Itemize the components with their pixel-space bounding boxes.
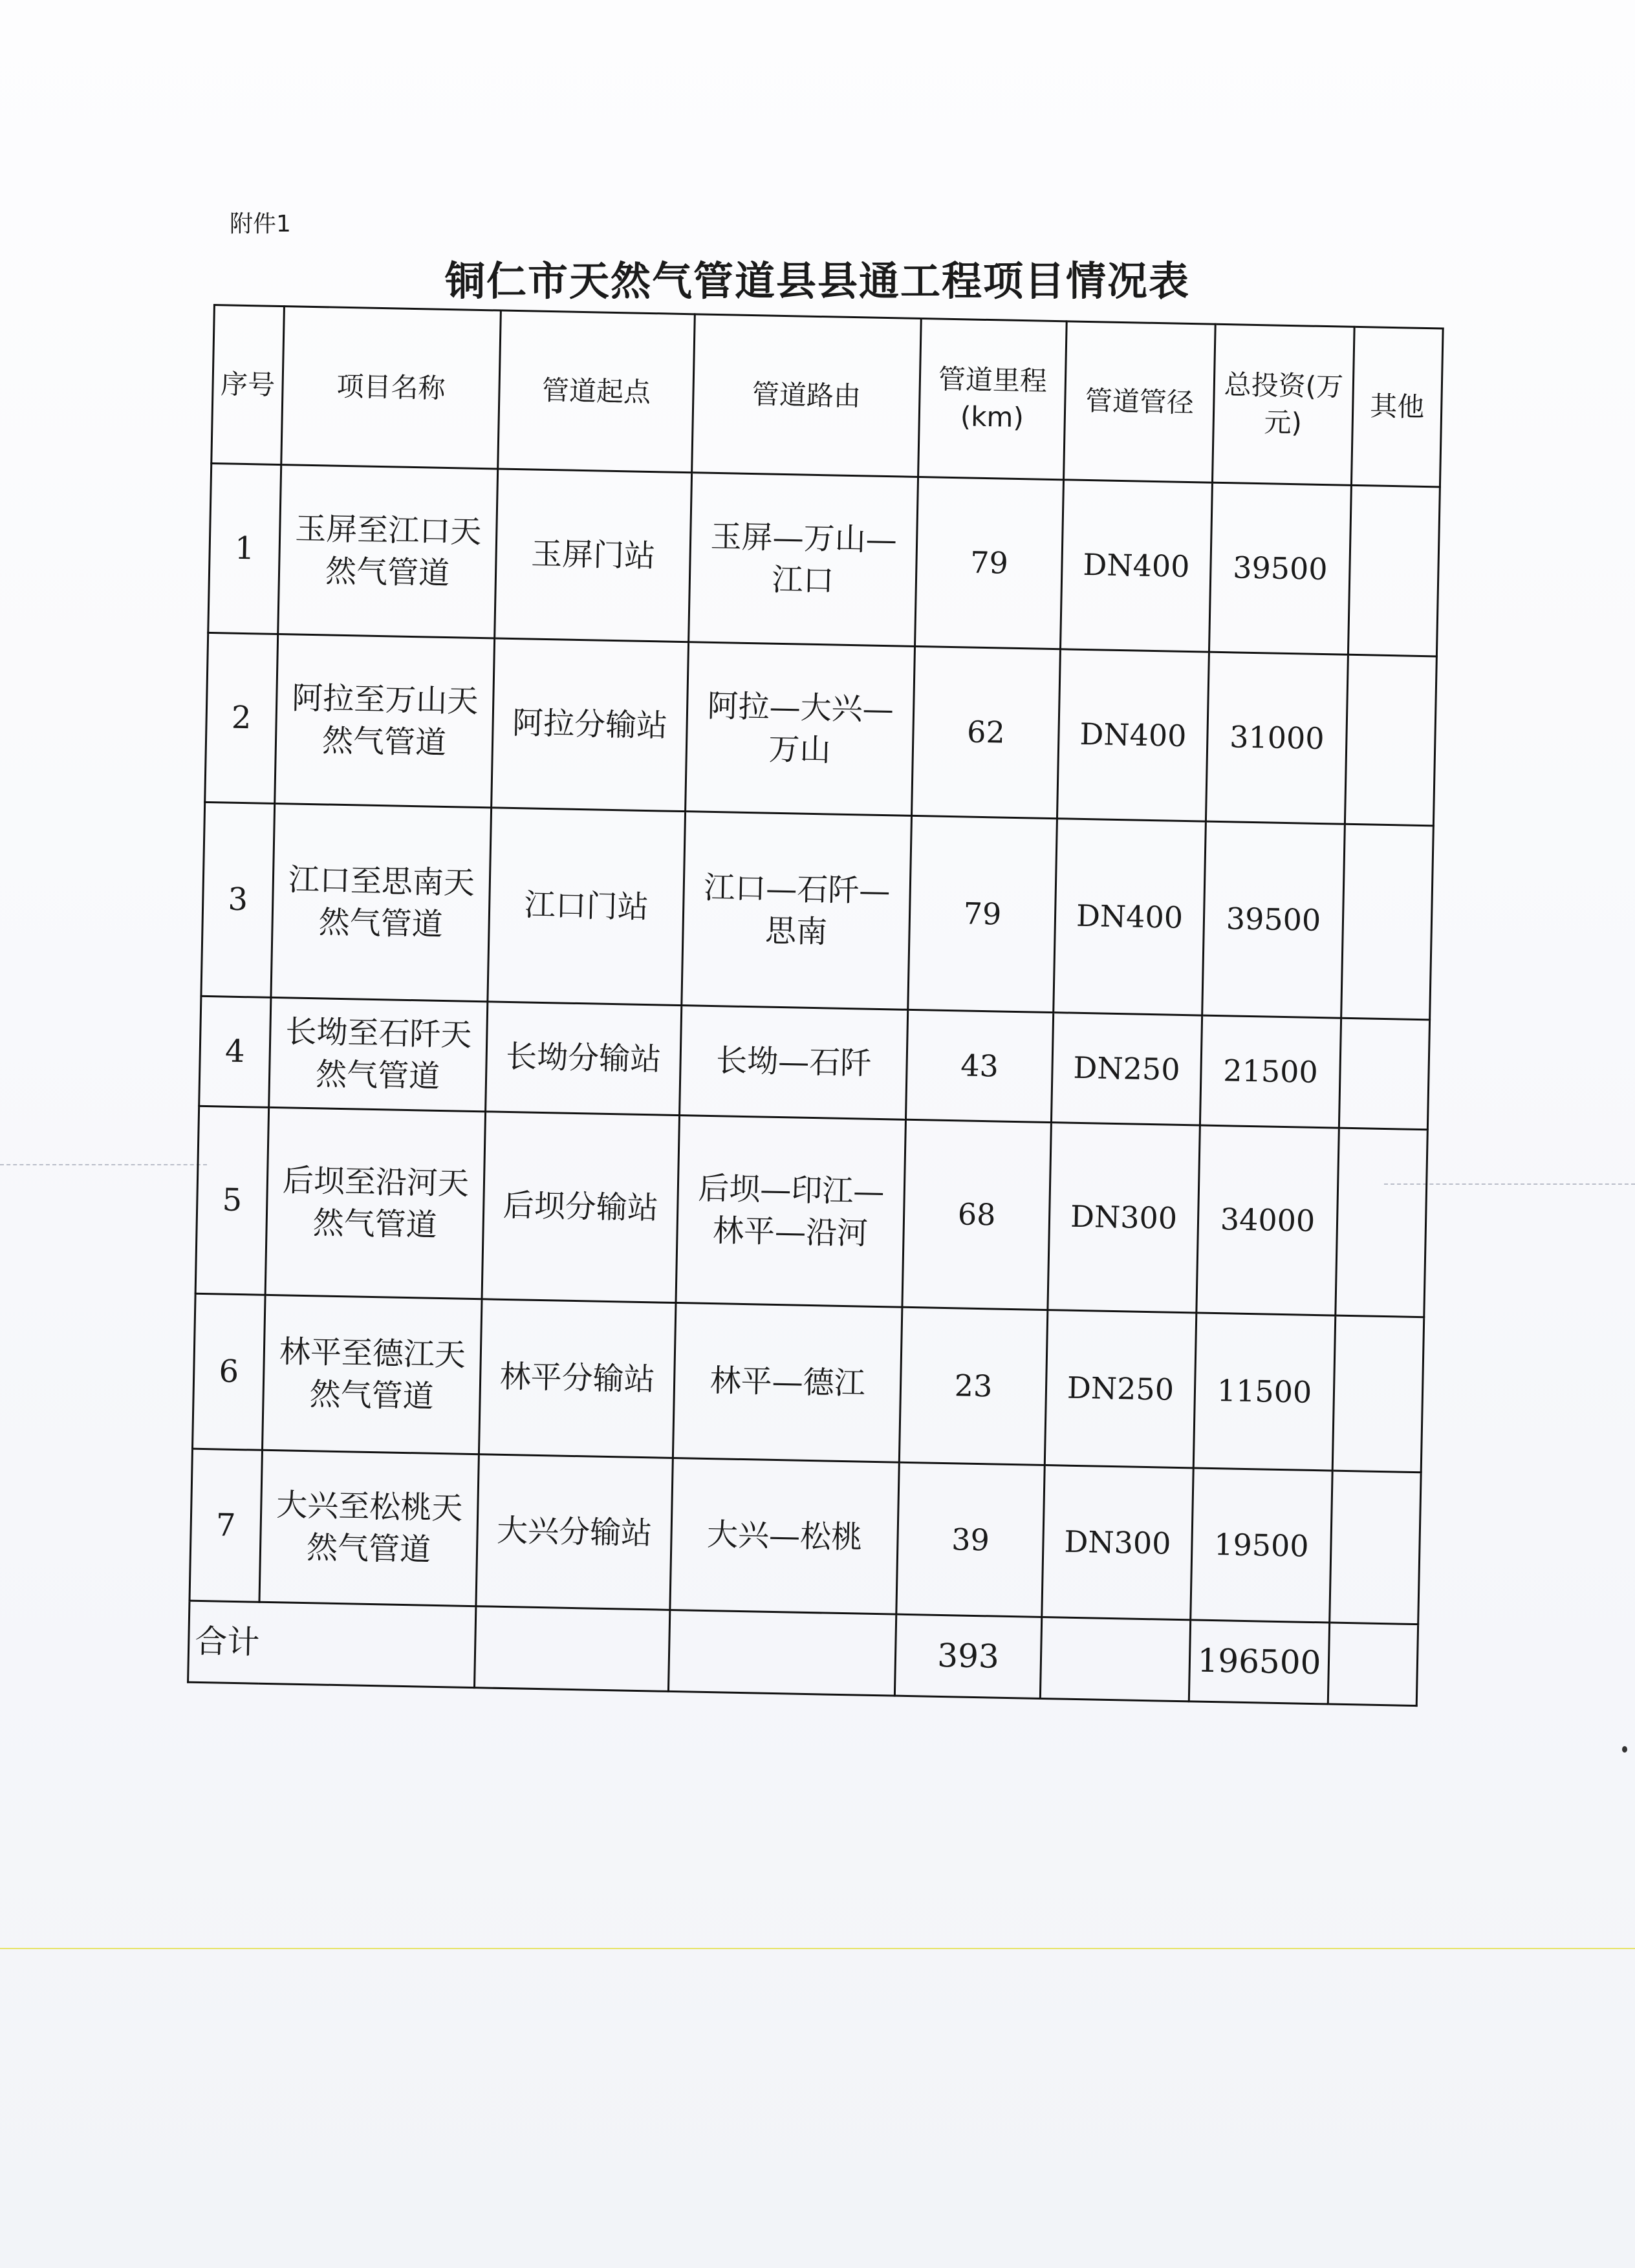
cell-index: 4 [199,996,271,1107]
cell-route: 长坳—石阡 [680,1006,908,1120]
cell-diameter: DN250 [1045,1310,1196,1468]
cell-name: 林平至德江天然气管道 [262,1295,482,1454]
cell-length: 68 [902,1119,1052,1310]
header-route: 管道路由 [692,314,922,477]
cell-investment: 19500 [1191,1468,1332,1623]
total-investment: 196500 [1189,1620,1329,1704]
header-index: 序号 [211,305,285,465]
cell-name: 大兴至松桃天然气管道 [259,1450,479,1606]
total-length: 393 [894,1614,1041,1698]
table-header-row [211,305,1443,487]
cell-start: 大兴分输站 [476,1454,673,1610]
cell-route: 玉屏—万山—江口 [689,473,918,647]
cell-name: 后坝至沿河天然气管道 [265,1107,486,1299]
cell-length: 43 [905,1010,1053,1122]
cell-investment: 31000 [1206,652,1348,824]
total-label: 合计 [188,1601,476,1687]
cell-diameter: DN400 [1054,819,1206,1015]
cell-start: 江口门站 [488,808,686,1006]
cell-route: 江口—石阡—思南 [682,812,912,1010]
total-start [474,1606,669,1692]
cell-length: 39 [896,1462,1045,1617]
cell-investment: 11500 [1193,1313,1336,1471]
cell-route: 林平—德江 [673,1303,902,1463]
cell-diameter: DN250 [1051,1013,1202,1125]
header-diameter: 管道管径 [1064,321,1216,482]
cell-name: 长坳至石阡天然气管道 [269,997,488,1111]
cell-other [1345,654,1436,826]
table-row [195,1106,1427,1317]
attachment-label: 附件1 [230,211,291,237]
cell-length: 23 [899,1307,1048,1465]
cell-investment: 39500 [1202,821,1345,1018]
cell-length: 79 [908,815,1057,1012]
cell-diameter: DN300 [1048,1123,1200,1313]
cell-route: 后坝—印江—林平—沿河 [676,1116,906,1308]
fold-mark-left [0,1164,207,1165]
table-row [193,1293,1424,1472]
cell-length: 79 [915,477,1064,649]
header-other: 其他 [1351,327,1443,487]
cell-start: 林平分输站 [479,1299,676,1458]
cell-other [1332,1315,1424,1473]
project-table [187,304,1444,1707]
header-investment: 总投资(万元) [1212,324,1354,485]
cell-start: 长坳分输站 [486,1002,682,1116]
table-row [189,1449,1421,1624]
cell-route: 阿拉—大兴—万山 [686,642,915,816]
table-row [201,802,1433,1019]
cell-diameter: DN400 [1057,649,1209,821]
total-route [668,1610,896,1696]
cell-start: 后坝分输站 [482,1112,680,1303]
cell-investment: 21500 [1200,1015,1341,1128]
cell-other [1341,824,1434,1020]
scan-speck [1622,1746,1627,1753]
header-start: 管道起点 [498,310,695,473]
cell-index: 5 [195,1106,269,1295]
header-name: 项目名称 [281,307,501,469]
cell-index: 3 [201,802,275,997]
table-row [208,463,1440,656]
cell-other [1336,1128,1428,1317]
cell-diameter: DN400 [1060,480,1212,652]
cell-investment: 34000 [1196,1125,1339,1315]
document-title: 铜仁市天然气管道县县通工程项目情况表 [444,257,1190,305]
cell-route: 大兴—松桃 [670,1458,899,1614]
cell-length: 62 [912,646,1061,818]
scan-edge-line [0,1948,1635,1949]
cell-start: 玉屏门站 [495,469,692,642]
total-other [1328,1623,1418,1706]
cell-start: 阿拉分输站 [492,638,689,812]
cell-other [1348,485,1440,656]
cell-other [1339,1018,1429,1130]
table-row [205,632,1437,825]
cell-index: 2 [205,632,278,803]
header-length: 管道里程(km) [918,319,1067,480]
cell-index: 1 [208,463,281,634]
cell-name: 玉屏至江口天然气管道 [278,465,498,638]
total-diameter [1040,1617,1190,1701]
cell-investment: 39500 [1209,482,1351,654]
cell-name: 阿拉至万山天然气管道 [275,634,495,808]
cell-name: 江口至思南天然气管道 [271,803,492,1001]
cell-index: 7 [189,1449,262,1602]
cell-other [1330,1471,1421,1625]
cell-diameter: DN300 [1042,1465,1193,1620]
cell-index: 6 [193,1293,266,1450]
